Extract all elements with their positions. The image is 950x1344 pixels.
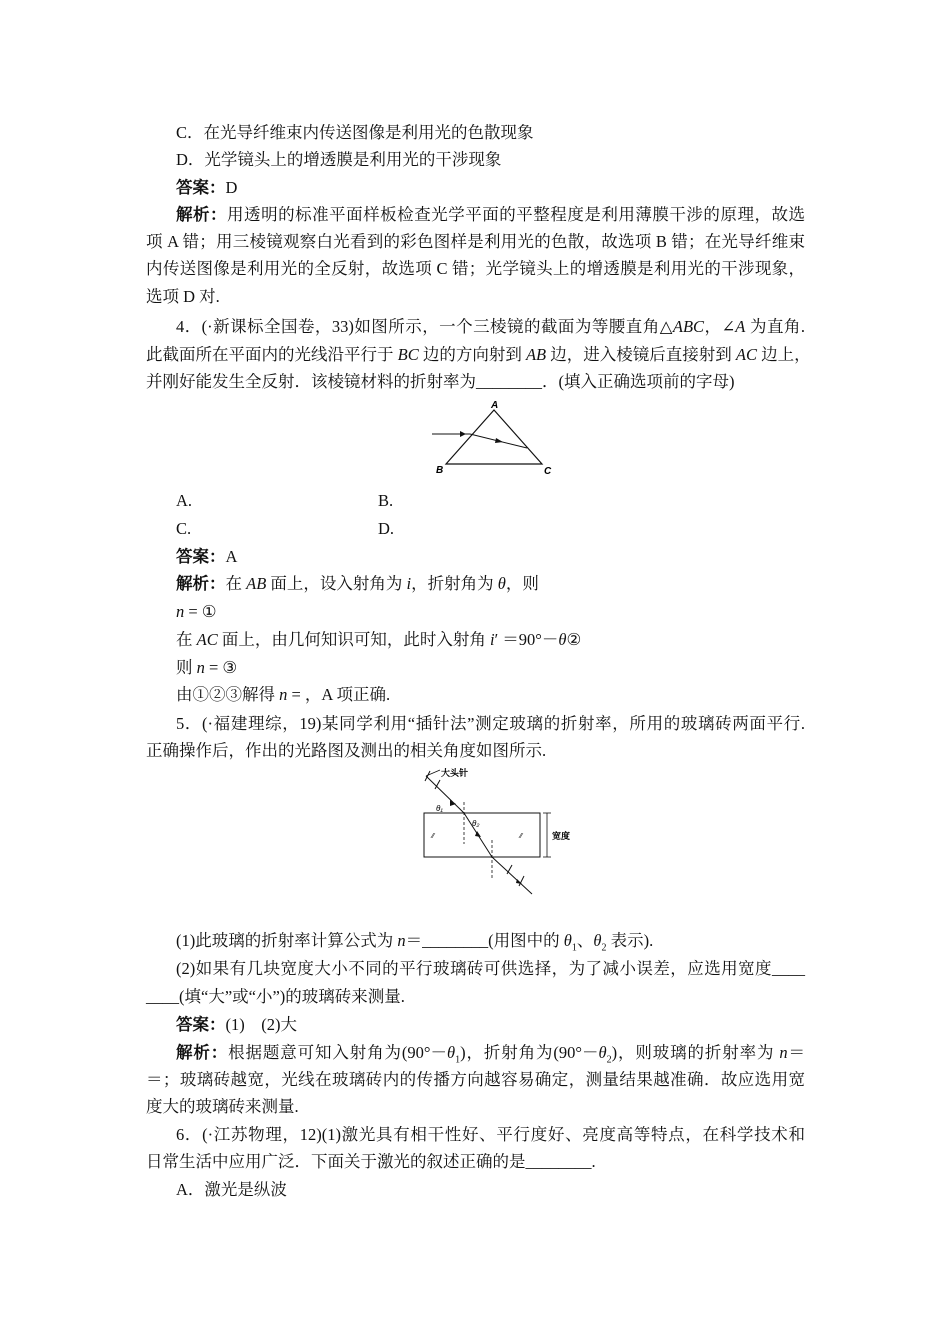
text: 则 (176, 658, 197, 677)
italic-var: θ (497, 574, 506, 593)
glass-block (424, 813, 540, 857)
italic-var: θ (558, 630, 567, 649)
q4-analysis-line-1 (176, 573, 539, 595)
italic-var: i (406, 574, 412, 593)
q5-stem-line-1: 5．(·福建理综，19)某同学利用“插针法”测定玻璃的折射率，所用的玻璃砖两面平行. (176, 714, 805, 733)
text: 由①②③解得 (176, 685, 280, 704)
text: 面上，由几何知识可知，此时入射角 (217, 630, 490, 649)
subscript: 2 (601, 942, 607, 954)
italic-var: θ (447, 1043, 456, 1062)
text: = ① (184, 602, 217, 621)
text: 表示). (606, 931, 654, 950)
text: 面上，设入射角为 (266, 574, 407, 593)
q4-option-b: B. (378, 491, 394, 510)
q4-analysis-line-3 (176, 629, 581, 651)
vertex-label-a: A (491, 400, 499, 411)
theta1-label: θ₁ (436, 804, 443, 813)
italic-var: AC (196, 630, 218, 649)
text: 在 (176, 630, 197, 649)
q3-answer (176, 177, 237, 199)
incident-ray (426, 776, 464, 813)
analysis-label: 解析： (176, 1043, 229, 1062)
q4-stem-line-3: 并刚好能发生全反射．该棱镜材料的折射率为________．(填入正确选项前的字母) (146, 372, 735, 391)
italic-var: n (279, 685, 288, 704)
q3-option-d: D．光学镜头上的增透膜是利用光的干涉现象 (176, 150, 502, 169)
italic-var: n (397, 931, 406, 950)
q4-analysis-line-5 (176, 684, 390, 706)
q4-analysis-line-2 (176, 601, 217, 623)
italic-var: A (735, 317, 746, 336)
q4-option-d: D. (378, 519, 395, 538)
italic-var: θ (563, 931, 572, 950)
q5-answer (176, 1014, 297, 1036)
q3-analysis-line-4: 选项 D 对. (146, 287, 220, 306)
width-label: 宽度 (552, 831, 571, 841)
q3-option-c: C．在光导纤维束内传送图像是利用光的色散现象 (176, 123, 534, 142)
italic-var: n (779, 1043, 788, 1062)
glass-hatch: ⁄⁄ (520, 833, 523, 840)
text: 边的方向射到 (418, 345, 526, 364)
italic-var: i (489, 630, 495, 649)
prism-triangle (446, 410, 542, 464)
answer-value: A (225, 547, 238, 566)
arrow-icon (460, 431, 466, 437)
text: = ③ (204, 658, 238, 677)
text: ，∠ (704, 317, 736, 336)
text: ，折射角为 (411, 574, 498, 593)
q5-analysis-line-1 (176, 1042, 805, 1071)
italic-var: θ (593, 931, 602, 950)
italic-var: AB (525, 345, 547, 364)
q6-option-a: A．激光是纵波 (176, 1180, 287, 1199)
q5-analysis-line-3: 度大的玻璃砖来测量. (146, 1097, 299, 1116)
q6-stem-line-1: 6．(·江苏物理，12)(1)激光具有相干性好、平行度好、亮度高等特点，在科学技术和 (176, 1125, 805, 1144)
arrow-icon (450, 800, 456, 806)
q4-option-c: C. (176, 519, 192, 538)
text: = ，A 项正确. (287, 685, 391, 704)
analysis-label: 解析： (176, 574, 226, 593)
text: 、 (576, 931, 594, 950)
prism-figure (426, 398, 556, 478)
text: 边，进入棱镜后直接射到 (546, 345, 736, 364)
italic-var: θ (598, 1043, 607, 1062)
q5-part-2-line-2: ____(填“大”或“小”)的玻璃砖来测量. (146, 987, 405, 1006)
text: )，折射角为(90°－ (460, 1043, 599, 1062)
q4-stem-line-1 (176, 316, 805, 338)
text: ② (566, 630, 582, 649)
subscript: 1 (571, 942, 577, 954)
q4-analysis-line-4 (176, 657, 237, 679)
q5-part-1 (176, 930, 653, 959)
answer-value: (1) (2)大 (225, 1015, 297, 1034)
vertex-label-c: C (544, 466, 552, 477)
analysis-text: 用透明的标准平面样板检查光学平面的平整程度是利用薄膜干涉的原理，故选 (227, 205, 806, 224)
q5-analysis-line-2: ＝；玻璃砖越宽，光线在玻璃砖内的传播方向越容易确定，测量结果越准确．故应选用宽 (146, 1070, 805, 1089)
italic-var: n (196, 658, 205, 677)
answer-label: 答案： (176, 1015, 226, 1034)
text: 4．(·新课标全国卷，33)如图所示，一个三棱镜的截面为等腰直角△ (176, 317, 673, 336)
q4-stem-line-2 (146, 344, 811, 366)
answer-label: 答案： (176, 178, 226, 197)
theta2-label: θ₂ (472, 819, 480, 828)
q3-analysis-line-1 (176, 204, 805, 226)
answer-label: 答案： (176, 547, 226, 566)
answer-value: D (225, 178, 238, 197)
text: (1)此玻璃的折射率计算公式为 (176, 931, 398, 950)
italic-var: ABC (672, 317, 705, 336)
q6-stem-line-2: 日常生活中应用广泛．下面关于激光的叙述正确的是________. (146, 1152, 596, 1171)
subscript: 1 (455, 1054, 461, 1066)
q3-analysis-line-2: 项 A 错；用三棱镜观察白光看到的彩色图样是利用光的色散，故选项 B 错；在光导纤维束 (146, 232, 805, 251)
text: 为直角. (745, 317, 805, 336)
text: 在 (225, 574, 247, 593)
q3-analysis-line-3: 内传送图像是利用光的全反射，故选项 C 错；光学镜头上的增透膜是利用光的干涉现象， (146, 259, 805, 278)
analysis-label: 解析： (176, 205, 228, 224)
subscript: 2 (606, 1054, 612, 1066)
glass-hatch: ⁄⁄ (432, 833, 435, 840)
text: ＝________(用图中的 (405, 931, 564, 950)
q5-part-2-line-1: (2)如果有几块宽度大小不同的平行玻璃砖可供选择，为了减小误差，应选用宽度____ (176, 959, 805, 978)
text: ＝ (787, 1043, 806, 1062)
q5-stem-line-2: 正确操作后，作出的光路图及测出的相关角度如图所示. (146, 741, 547, 760)
italic-var: BC (397, 345, 419, 364)
q4-answer (176, 546, 237, 568)
text: ′ ＝90°－ (494, 630, 559, 649)
text: 根据题意可知入射角为(90°－ (228, 1043, 448, 1062)
emergent-ray (492, 857, 532, 894)
italic-var: AC (735, 345, 757, 364)
italic-var: n (176, 602, 185, 621)
q4-option-a: A. (176, 491, 193, 510)
text: 边上， (756, 345, 811, 364)
vertex-label-b: B (436, 465, 444, 476)
text: )，则玻璃的折射率为 (611, 1043, 780, 1062)
text: ，则 (505, 574, 539, 593)
pin-label: 大头针 (441, 768, 469, 778)
italic-var: AB (246, 574, 267, 593)
text: 此截面所在平面内的光线沿平行于 (146, 345, 398, 364)
pin-leader-line (426, 770, 440, 776)
glass-block-figure (414, 768, 574, 898)
